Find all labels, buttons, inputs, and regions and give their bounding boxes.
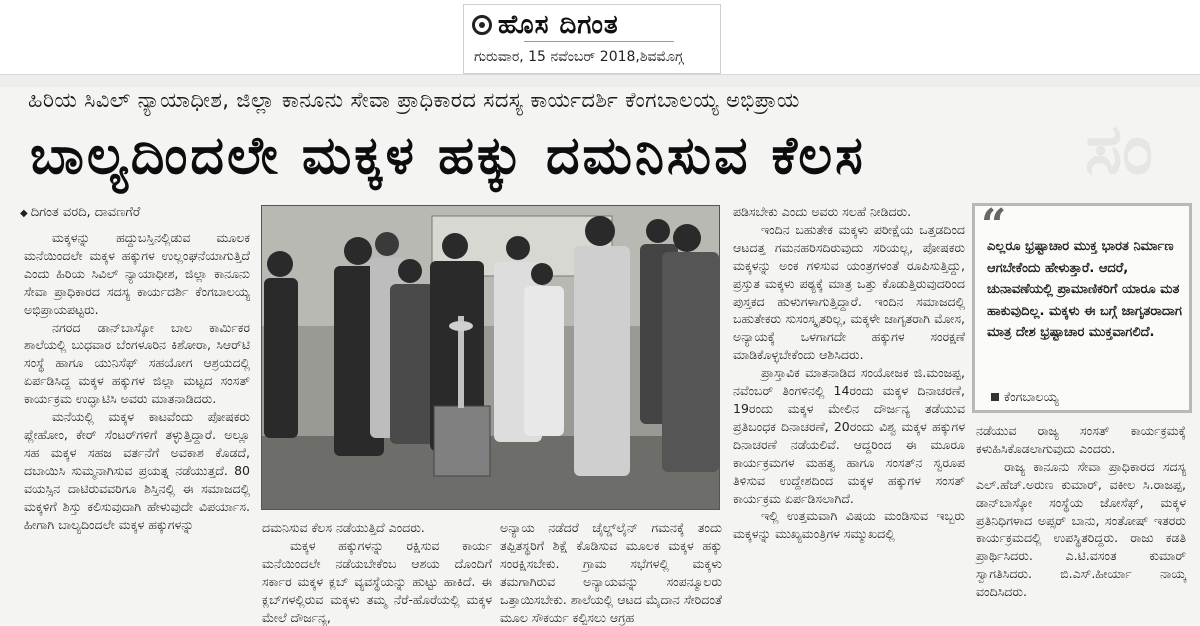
masthead-rule: [524, 41, 674, 42]
paragraph: ಅನ್ಯಾಯ ನಡೆದರೆ ಚೈಲ್ಡ್‌ಲೈನ್ ಗಮನಕ್ಕೆ ತಂದು ತಪ್ಪಿತಸ್ಥರಿಗೆ ಶಿಕ್ಷೆ ಕೊಡಿಸುವ ಮೂಲಕ ಮಕ್ಕಳ ಹಕ್ಕು ಸಂರಕ್ಷಿಸಬೇಕು. ಗ್ರಾಮ ಸಭೆಗಳಲ್ಲಿ ಮಕ್ಕಳು ತಮಗಾಗಿರುವ ಅನ್ಯಾಯವನ್ನು ಸಂಪನ್ಮೂಲರು ಒತ್ತಾಯಿಸಬೇಕು. ಶಾಲೆಯಲ್ಲಿ ಆಟದ ಮೈದಾನ ಸೇರಿದಂತೆ ಮೂಲ ಸೌಕರ್ಯ ಕಲ್ಪಿಸಲು ಆಗ್ರಹ: [500, 520, 722, 625]
bleed-through-decoration: ಸಂ: [1085, 108, 1154, 190]
paragraph: ನಡೆಯುವ ರಾಜ್ಯ ಸಂಸತ್ ಕಾರ್ಯಕ್ರಮಕ್ಕೆ ಕಳುಹಿಸಿಕೊಡಲಾಗುವುದು ಎಂದರು.: [976, 423, 1186, 456]
paragraph: ಮನೆಯಲ್ಲಿ ಮಕ್ಕಳ ಕಾಟವೆಂದು ಪೋಷಕರು ಪ್ಲೇಹೋಂ, ಕೇರ್ ಸೆಂಟರ್‌ಗಳಿಗೆ ತಳ್ಳುತ್ತಿದ್ದಾರೆ. ಅಲ್ಲೂ ಸಹ ಮಕ್ಕಳ ಸಹಜ ವರ್ತನೆಗೆ ಅವಕಾಶ ಕೊಡದೆ, ದಬಾಯಿಸಿ ಸುಮ್ಮನಾಗಿಸುವ ಪ್ರಯತ್ನ ನಡೆಯುತ್ತದೆ. 80 ವಯಸ್ಸಿನ ದಾಟಿರುವವರಿಗೂ ಶಿಸ್ತಿನಲ್ಲಿ ಈ ಸಮಾಜದಲ್ಲಿ ಮಕ್ಕಳಿಗೆ ಶಿಸ್ತು ಕಲಿಸುವುದಾಗಿ ಹೇಳುವುದೇ ವಿಪರ್ಯಾಸ. ಹೀಗಾಗಿ ಬಾಲ್ಯದಿಂದಲೇ ಮಕ್ಕಳ ಹಕ್ಕುಗಳನ್ನು: [24, 409, 250, 532]
paragraph: ಇಲ್ಲಿ ಉತ್ತಮವಾಗಿ ವಿಷಯ ಮಂಡಿಸುವ ಇಬ್ಬರು ಮಕ್ಕಳನ್ನು ಮುಖ್ಯಮಂತ್ರಿಗಳ ಸಮ್ಮುಖದಲ್ಲಿ: [733, 508, 965, 542]
article-column-3: [500, 519, 722, 626]
newspaper-name: ಹೊಸ ದಿಗಂತ: [498, 10, 619, 40]
paragraph: ದಮನಿಸುವ ಕೆಲಸ ನಡೆಯುತ್ತಿದೆ ಎಂದರು.: [262, 520, 425, 535]
bullet-icon: ◆: [20, 208, 28, 219]
main-headline: ಬಾಲ್ಯದಿಂದಲೇ ಮಕ್ಕಳ ಹಕ್ಕು ದಮನಿಸುವ ಕೆಲಸ: [30, 126, 866, 186]
paragraph: ಇಂದಿನ ಬಹುತೇಕ ಮಕ್ಕಳು ಪರೀಕ್ಷೆಯ ಒತ್ತಡದಿಂದ ಆಟದತ್ತ ಗಮನಹರಿಸದಿರುವುದು ಸರಿಯಲ್ಲ, ಪೋಷಕರು ಮಕ್ಕಳನ್ನು ಅಂಕ ಗಳಿಸುವ ಯಂತ್ರಗಳಂತೆ ರೂಪಿಸುತ್ತಿದ್ದು, ಪ್ರಸ್ತುತ ಮಕ್ಕಳು ಪಠ್ಯಕ್ಕೆ ಮಾತ್ರ ಒತ್ತು ಕೊಡುತ್ತಿರುವುದರಿಂದ ಪುಸ್ತಕದ ಹುಳುಗಳಾಗುತ್ತಿದ್ದಾರೆ. ಇಂದಿನ ಸಮಾಜದಲ್ಲಿ ಬಹುತೇಕರು ಸುಸಂಸ್ಕೃತರಿಲ್ಲ, ಮಕ್ಕಳೇ ಜಾಗೃತರಾಗಿ ಮೋಸ, ಅನ್ಯಾಯಕ್ಕೆ ಒಳಗಾಗದೇ ಹಕ್ಕುಗಳ ಸಂರಕ್ಷಣೆ ಮಾಡಿಕೊಳ್ಳಬೇಕೆಂದು ಆಶಿಸಿದರು.: [733, 221, 965, 363]
paragraph: ಪಡಿಸಬೇಕು ಎಂದು ಅವರು ಸಲಹೆ ನೀಡಿದರು.: [733, 204, 912, 219]
article-column-4: [733, 203, 965, 543]
logo: [472, 11, 619, 39]
clipping-edge: [0, 74, 1200, 87]
article-column-2: [262, 519, 492, 626]
masthead: [463, 4, 721, 74]
pull-quote-text: ಎಲ್ಲರೂ ಭ್ರಷ್ಟಾಚಾರ ಮುಕ್ತ ಭಾರತ ನಿರ್ಮಾಣ ಆಗಬೇಕೆಂದು ಹೇಳುತ್ತಾರೆ. ಆದರೆ, ಚುನಾವಣೆಯಲ್ಲಿ ಪ್ರಾಮಾಣಿಕರಿಗೆ ಯಾರೂ ಮತ ಹಾಕುವುದಿಲ್ಲ. ಮಕ್ಕಳು ಈ ಬಗ್ಗೆ ಜಾಗೃತರಾದಾಗ ಮಾತ್ರ ದೇಶ ಭ್ರಷ್ಟಾಚಾರ ಮುಕ್ತವಾಗಲಿದೆ.: [987, 239, 1182, 341]
article-column-5: [976, 422, 1186, 601]
byline: [20, 205, 140, 220]
square-bullet-icon: [991, 393, 999, 401]
paragraph: ಮಕ್ಕಳ ಹಕ್ಕುಗಳನ್ನು ರಕ್ಷಿಸುವ ಕಾರ್ಯ ಮನೆಯಿಂದಲೇ ನಡೆಯಬೇಕೆಂಬ ಆಶಯ ದೊಂದಿಗೆ ಸರ್ಕಾರ ಮಕ್ಕಳ ಕ್ಲಬ್ ವ್ಯವಸ್ಥೆಯನ್ನು ಹುಟ್ಟು ಹಾಕಿದೆ. ಈ ಕ್ಲಬ್‌ಗಳಲ್ಲಿರುವ ಮಕ್ಕಳು ತಮ್ಮ ನೆರೆ-ಹೊರೆಯಲ್ಲಿ ಮಕ್ಕಳ ಮೇಲೆ ದೌರ್ಜನ್ಯ,: [262, 537, 492, 625]
paragraph: ನಗರದ ಡಾನ್‌ಬಾಸ್ಕೋ ಬಾಲ ಕಾರ್ಮಿಕರ ಶಾಲೆಯಲ್ಲಿ ಬುಧವಾರ ಬೆಂಗಳೂರಿನ ಕಿಶೋರಾ, ಸಿಆರ್‌ಟಿ ಸಂಸ್ಥೆ ಹಾಗೂ ಯುನಿಸೆಫ್ ಸಹಯೋಗ ಆಶ್ರಯದಲ್ಲಿ ಏರ್ಪಡಿಸಿದ್ದ ಮಕ್ಕಳ ಹಕ್ಕುಗಳ ಜಿಲ್ಲಾ ಮಟ್ಟದ ಸಂಸತ್ ಕಾರ್ಯಕ್ರಮ ಉದ್ಘಾಟಿಸಿ ಅವರು ಮಾತನಾಡಿದರು.: [24, 319, 250, 407]
article-column-1: [24, 229, 250, 533]
paragraph: ಪ್ರಾಸ್ತಾವಿಕ ಮಾತನಾಡಿದ ಸಂಯೋಜಕ ಜಿ.ಮಂಜಪ್ಪ, ನವೆಂಬರ್ ತಿಂಗಳಿನಲ್ಲಿ 14ರಂದು ಮಕ್ಕಳ ದಿನಾಚರಣೆ, 19ರಂದು ಮಕ್ಕಳ ಮೇಲಿನ ದೌರ್ಜನ್ಯ ತಡೆಯುವ ಪ್ರತಿಬಂಧಕ ದಿನಾಚರಣೆ, 20ರಂದು ವಿಶ್ವ ಮಕ್ಕಳ ಹಕ್ಕುಗಳ ದಿನಾಚರಣೆ ನಡೆಯಲಿವೆ. ಆದ್ದರಿಂದ ಈ ಮೂರೂ ಕಾರ್ಯಕ್ರಮಗಳ ಮಹತ್ವ ಹಾಗೂ ಸಂಸತ್‌ನ ಸ್ವರೂಪ ತಿಳಿಸುವ ಉದ್ದೇಶದಿಂದ ಮಕ್ಕಳ ಹಕ್ಕುಗಳ ಸಂಸತ್ ಕಾರ್ಯಕ್ರಮ ಏರ್ಪಡಿಸಲಾಗಿದೆ.: [733, 365, 965, 506]
kicker-headline: ಹಿರಿಯ ಸಿವಿಲ್ ನ್ಯಾಯಾಧೀಶ, ಜಿಲ್ಲಾ ಕಾನೂನು ಸೇವಾ ಪ್ರಾಧಿಕಾರದ ಸದಸ್ಯ ಕಾರ್ಯದರ್ಶಿ ಕೆಂಗಬಾಲಯ್ಯ ಅಭಿಪ್ರಾಯ: [28, 88, 800, 112]
event-photo: [261, 205, 720, 510]
paragraph: ರಾಜ್ಯ ಕಾನೂನು ಸೇವಾ ಪ್ರಾಧಿಕಾರದ ಸದಸ್ಯ ಎಲ್.ಹೆಚ್.ಅರುಣ ಕುಮಾರ್, ವಕೀಲ ಸಿ.ರಾಜಪ್ಪ, ಡಾನ್‌ಬಾಸ್ಕೋ ಸಂಸ್ಥೆಯ ಜೋಸೆಫ್, ಮಕ್ಕಳ ಪ್ರತಿನಿಧಿಗಳಾದ ಅಪ್ಸರ್ ಬಾನು, ಸಂತೋಷ್ ಇತರರು ಕಾರ್ಯಕ್ರಮದಲ್ಲಿ ಉಪಸ್ಥಿತರಿದ್ದರು. ರಾಜು ಕಡತಿ ಪ್ರಾರ್ಥಿಸಿದರು. ಎ.ಟಿ.ವಸಂತ ಕುಮಾರ್ ಸ್ವಾಗತಿಸಿದರು. ಬಿ.ಎಸ್.ಹೀರ್ಯಾ ನಾಯ್ಕ ವಂದಿಸಿದರು.: [976, 458, 1186, 600]
paragraph: ಮಕ್ಕಳನ್ನು ಹದ್ದುಬಸ್ತಿನಲ್ಲಿಡುವ ಮೂಲಕ ಮನೆಯಿಂದಲೇ ಮಕ್ಕಳ ಹಕ್ಕುಗಳ ಉಲ್ಲಂಘನೆಯಾಗುತ್ತಿದೆ ಎಂದು ಹಿರಿಯ ಸಿವಿಲ್ ನ್ಯಾಯಾಧೀಶ, ಜಿಲ್ಲಾ ಕಾನೂನು ಸೇವಾ ಪ್ರಾಧಿಕಾರದ ಸದಸ್ಯ ಕಾರ್ಯದರ್ಶಿ ಕೆಂಗಬಾಲಯ್ಯ ಅಭಿಪ್ರಾಯಪಟ್ಟರು.: [24, 230, 250, 317]
quote-mark-icon: “: [981, 200, 1007, 251]
logo-emblem-icon: [472, 15, 492, 35]
pull-quote-author: [991, 389, 1059, 405]
byline-text: ದಿಗಂತ ವರದಿ, ದಾವಣಗೆರೆ: [30, 205, 141, 220]
author-name: ಕೆಂಗಬಾಲಯ್ಯ: [1004, 389, 1059, 404]
edition-date: ಗುರುವಾರ, 15 ನವೆಂಬರ್ 2018,ಶಿವಮೊಗ್ಗ: [474, 49, 684, 65]
pull-quote-box: [972, 200, 1192, 413]
event-photo-illustration: [262, 206, 719, 509]
